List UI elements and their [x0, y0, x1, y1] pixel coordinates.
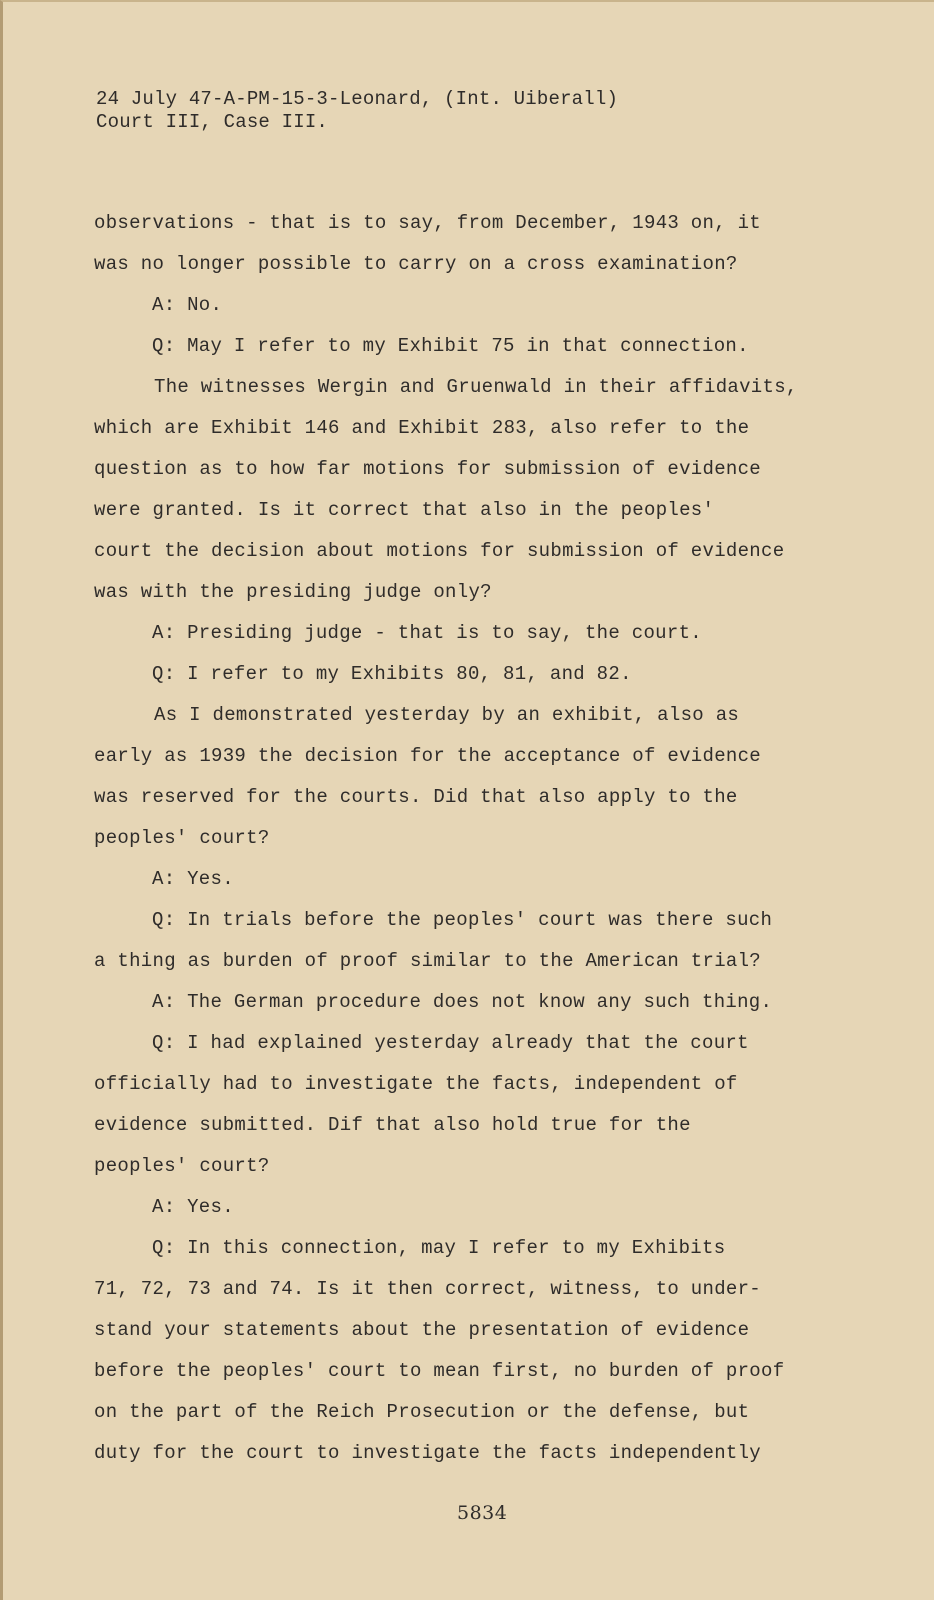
transcript-line: before the peoples' court to mean first, no burden of proof [94, 1360, 785, 1382]
transcript-line: was no longer possible to carry on a cross examination? [94, 253, 738, 275]
transcript-line: 71, 72, 73 and 74. Is it then correct, witness, to under- [94, 1278, 762, 1300]
transcript-line: peoples' court? [94, 1155, 270, 1177]
transcript-line: The witnesses Wergin and Gruenwald in their affidavits, [154, 376, 798, 398]
transcript-line: a thing as burden of proof similar to the American trial? [94, 950, 762, 972]
transcript-line: duty for the court to investigate the facts independently [94, 1442, 762, 1464]
transcript-line: Q: I refer to my Exhibits 80, 81, and 82. [152, 663, 632, 685]
transcript-line: evidence submitted. Dif that also hold true for the [94, 1114, 691, 1136]
transcript-line: A: Presiding judge - that is to say, the court. [152, 622, 702, 644]
transcript-line: A: No. [152, 294, 223, 316]
transcript-line: on the part of the Reich Prosecution or the defense, but [94, 1401, 750, 1423]
transcript-body [3, 2, 934, 1600]
transcript-line: court the decision about motions for submission of evidence [94, 540, 785, 562]
transcript-line: stand your statements about the presentation of evidence [94, 1319, 750, 1341]
transcript-line: Q: In this connection, may I refer to my Exhibits [152, 1237, 726, 1259]
transcript-line: question as to how far motions for submission of evidence [94, 458, 762, 480]
transcript-line: were granted. Is it correct that also in the peoples' [94, 499, 715, 521]
transcript-line: was reserved for the courts. Did that also apply to the [94, 786, 738, 808]
transcript-line: As I demonstrated yesterday by an exhibit, also as [154, 704, 740, 726]
header-court-line: Court III, Case III. [96, 111, 329, 133]
transcript-line: Q: In trials before the peoples' court was there such [152, 909, 773, 931]
transcript-line: Q: I had explained yesterday already that the court [152, 1032, 749, 1054]
page-number: 5834 [457, 1502, 508, 1524]
transcript-line: A: The German procedure does not know any such thing. [152, 991, 773, 1013]
transcript-line: which are Exhibit 146 and Exhibit 283, also refer to the [94, 417, 750, 439]
transcript-line: observations - that is to say, from December, 1943 on, it [94, 212, 762, 234]
transcript-line: Q: May I refer to my Exhibit 75 in that connection. [152, 335, 749, 357]
transcript-line: peoples' court? [94, 827, 270, 849]
transcript-line: was with the presiding judge only? [94, 581, 492, 603]
header-session-line: 24 July 47-A-PM-15-3-Leonard, (Int. Uiberall) [96, 88, 619, 110]
transcript-line: officially had to investigate the facts, independent of [94, 1073, 738, 1095]
transcript-line: A: Yes. [152, 1196, 234, 1218]
transcript-line: A: Yes. [152, 868, 234, 890]
transcript-line: early as 1939 the decision for the acceptance of evidence [94, 745, 762, 767]
